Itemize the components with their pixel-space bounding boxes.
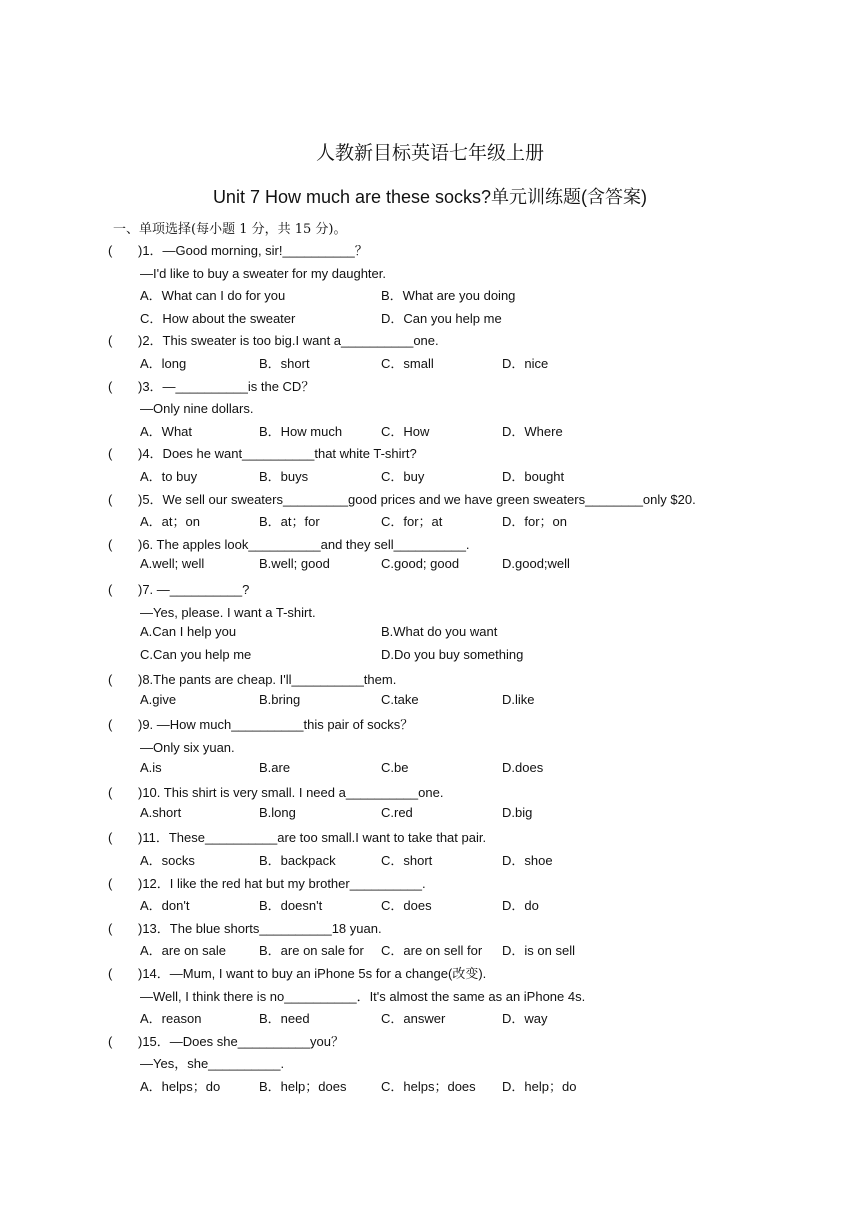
options-row [108,511,828,534]
answer-bracket: ( [108,1033,113,1049]
answer-option[interactable]: A.Can I help you [140,624,237,640]
question-stem: )10. This shirt is very small. I need a__________one. [138,785,444,801]
question-item [108,963,828,1031]
question-stem-line [108,1031,828,1054]
answer-option[interactable]: B.What do you want [381,624,498,640]
answer-option[interactable]: B．short [259,355,310,371]
question-stem-line [108,669,828,692]
options-row [108,760,828,783]
question-stem-line [108,873,828,896]
answer-option[interactable]: A．socks [140,853,195,869]
answer-bracket: ( [108,672,113,688]
question-item [108,330,828,375]
answer-option[interactable]: A．to buy [140,468,198,484]
question-stem: )6. The apples look__________and they sell__________. [138,536,470,552]
answer-option[interactable]: C.Can you help me [140,646,252,662]
answer-option[interactable]: B.well; good [259,556,330,572]
page-title-en: Unit 7 How much are these socks?单元训练题(含答案) [212,187,648,207]
answer-option[interactable]: C．does [381,898,432,914]
answer-option[interactable]: A．long [140,355,187,371]
answer-option[interactable]: A．at；on [140,514,200,530]
question-item [108,443,828,488]
answer-option[interactable]: D．is on sell [502,943,575,959]
question-stem: )3．—__________is the CD？ [138,378,315,394]
question-stem: )8.The pants are cheap. I'll__________them. [138,672,397,688]
page-title-cn: 人教新目标英语七年级上册 [315,142,544,164]
question-stem-line [108,714,828,737]
answer-option[interactable]: C．are on sell for [381,943,483,959]
answer-bracket: ( [108,717,113,733]
answer-option[interactable]: B．What are you doing [381,288,516,304]
question-stem: )1．—Good morning, sir!__________？ [138,243,368,258]
answer-bracket: ( [108,785,113,801]
question-stem: )12．I like the red hat but my brother__________. [138,875,426,891]
answer-bracket: ( [108,378,113,394]
answer-option[interactable]: D．shoe [502,853,553,869]
answer-option[interactable]: C.be [381,759,409,775]
answer-bracket: ( [108,446,113,462]
answer-option[interactable]: C．answer [381,1011,446,1027]
dialogue-line: —Well, I think there is no__________．It's almost the same as an iPhone 4s. [140,988,586,1004]
options-row [108,895,828,918]
options-row [108,1076,828,1099]
answer-option[interactable]: C.good; good [381,556,460,572]
answer-option[interactable]: A.give [140,691,177,707]
answer-option[interactable]: A．What [140,423,193,439]
question-item [108,489,828,534]
options-row [108,1008,828,1031]
options-row [108,850,828,873]
answer-option[interactable]: D．nice [502,355,549,371]
answer-option[interactable]: B.bring [259,691,301,707]
dialogue-line: —I'd like to buy a sweater for my daughter. [140,265,386,281]
answer-option[interactable]: A．reason [140,1011,202,1027]
dialogue-line: —Yes, please. I want a T-shirt. [140,604,316,620]
answer-option[interactable]: C．small [381,355,434,371]
answer-bracket: ( [108,581,113,597]
question-stem: )7. —__________? [138,581,250,597]
question-item [108,534,828,579]
question-stem-line [108,376,828,399]
question-stem-line [108,489,828,512]
options-row [108,692,828,715]
answer-option[interactable]: D.Do you buy something [381,646,524,662]
question-stem: )13．The blue shorts__________18 yuan. [138,920,382,936]
answer-bracket: ( [108,243,113,258]
options-row [108,940,828,963]
question-stem: )5．We sell our sweaters_________good prices and we have green sweaters________only $20. [138,491,696,507]
options-row [108,308,828,331]
dialogue-line: —Only nine dollars. [140,401,254,417]
options-row [108,624,828,647]
question-item [108,669,828,714]
dialogue-line: —Yes，she__________. [140,1056,285,1072]
options-row [108,647,828,670]
answer-option[interactable]: C．helps；does [381,1078,476,1094]
question-stem-line [108,579,828,602]
question-item [108,918,828,963]
question-stem: )11．These__________are too small.I want to take that pair. [138,830,487,846]
answer-option[interactable]: D．for；on [502,514,568,530]
question-stem-line [108,534,828,557]
question-stem: )9. —How much__________this pair of socks？ [138,717,414,733]
answer-option[interactable]: B.long [259,804,296,820]
answer-option[interactable]: B．need [259,1011,310,1027]
answer-option[interactable]: D．Can you help me [381,310,502,326]
question-list [108,240,828,1099]
answer-option[interactable]: D．help；do [502,1078,577,1094]
answer-option[interactable]: B．backpack [259,853,336,869]
question-stem-line [108,918,828,941]
answer-option[interactable]: B．buys [259,468,309,484]
answer-bracket: ( [108,333,113,349]
answer-option[interactable]: B．How much [259,423,343,439]
answer-option[interactable]: A.short [140,804,182,820]
question-item [108,240,828,330]
answer-option[interactable]: A.well; well [140,556,205,572]
answer-bracket: ( [108,830,113,846]
answer-option[interactable]: B.are [259,759,291,775]
answer-bracket: ( [108,966,113,981]
answer-bracket: ( [108,536,113,552]
answer-option[interactable]: D．way [502,1011,548,1027]
question-stem: )15．—Does she__________you？ [138,1033,344,1049]
options-row [108,353,828,376]
question-item [108,827,828,872]
question-stem-line [108,443,828,466]
dialogue-line: —Only six yuan. [140,740,235,756]
answer-option[interactable]: A．helps；do [140,1078,221,1094]
answer-option[interactable]: D．do [502,898,539,914]
answer-option[interactable]: C．How [381,423,430,439]
question-item [108,873,828,918]
answer-option[interactable]: C．buy [381,468,425,484]
answer-option[interactable]: D.like [502,691,535,707]
question-stem-line [108,330,828,353]
answer-option[interactable]: A．What can I do for you [140,288,286,304]
answer-option[interactable]: A.is [140,759,162,775]
answer-option[interactable]: D.good;well [502,556,570,572]
answer-option[interactable]: B．doesn't [259,898,323,914]
answer-option[interactable]: D．bought [502,468,565,484]
question-stem: )14．—Mum, I want to buy an iPhone 5s for a change(改变). [138,966,487,981]
answer-option[interactable]: A．don't [140,898,190,914]
options-row [108,285,828,308]
question-stem-line [108,240,828,263]
question-stem-line [108,782,828,805]
answer-option[interactable]: D.big [502,804,533,820]
answer-option[interactable]: A．are on sale [140,943,226,959]
question-item [108,782,828,827]
question-item [108,714,828,782]
question-item [108,376,828,444]
answer-option[interactable]: B．are on sale for [259,943,364,959]
question-stem-line [108,827,828,850]
answer-bracket: ( [108,920,113,936]
question-stem-line [108,963,828,986]
answer-bracket: ( [108,491,113,507]
options-row [108,805,828,828]
answer-option[interactable]: C.red [381,804,413,820]
section-heading: 一、单项选择(每小题 1 分，共 15 分)。 [113,222,347,237]
answer-option[interactable]: D.does [502,759,544,775]
question-stem: )2．This sweater is too big.I want a__________one. [138,333,439,349]
answer-option[interactable]: C.take [381,691,419,707]
answer-option[interactable]: B．at；for [259,514,320,530]
question-stem: )4．Does he want__________that white T-shirt? [138,446,417,462]
question-item [108,1031,828,1099]
answer-option[interactable]: D．Where [502,423,563,439]
options-row [108,421,828,444]
answer-option[interactable]: C．short [381,853,433,869]
options-row [108,556,828,579]
answer-option[interactable]: C．for；at [381,514,443,530]
answer-bracket: ( [108,875,113,891]
answer-option[interactable]: C．How about the sweater [140,310,296,326]
options-row [108,466,828,489]
question-item [108,579,828,669]
answer-option[interactable]: B．help；does [259,1078,347,1094]
